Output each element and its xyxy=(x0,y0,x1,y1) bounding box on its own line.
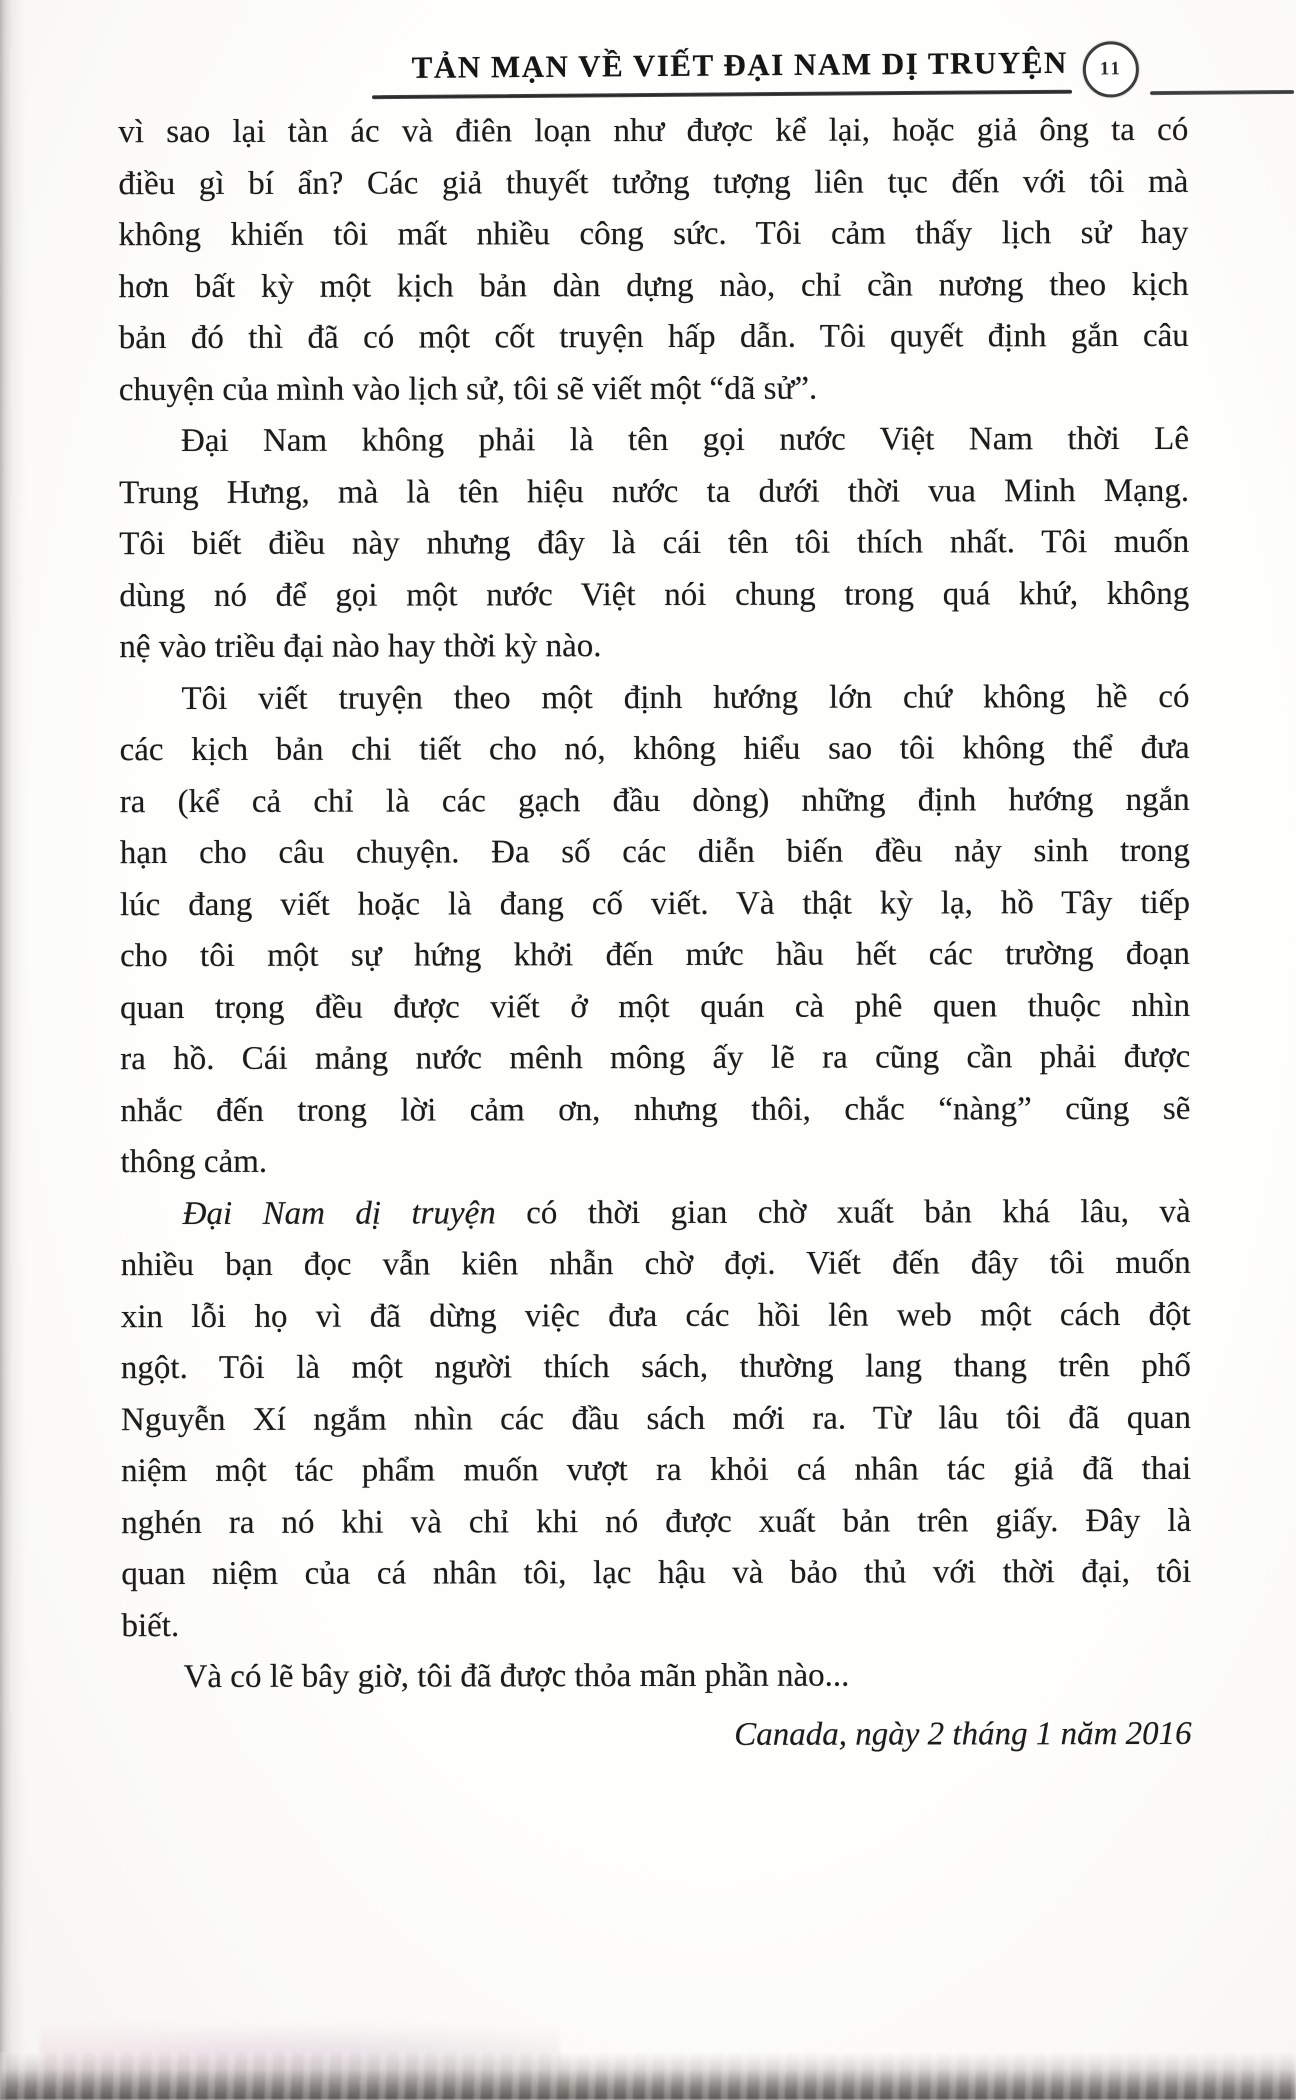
scan-bottom-smudge xyxy=(40,2012,560,2082)
text-line: Nguyễn Xí ngắm nhìn các đầu sách mới ra. Từ lâu tôi đã quan xyxy=(120,1399,1192,1438)
page-number: 11 xyxy=(1099,58,1122,80)
text-line: Đại Nam không phải là tên gọi nước Việt Nam thời Lê xyxy=(180,420,1190,459)
text-line: các kịch bản chi tiết cho nó, không hiểu sao tôi không thể đưa xyxy=(119,729,1190,769)
text-line: ra (kể cả chỉ là các gạch đầu dòng) những định hướng ngắn xyxy=(119,781,1190,820)
header-rule-right xyxy=(1150,90,1294,95)
text-line: ra hồ. Cái mảng nước mênh mông ấy lẽ ra cũng cần phải được xyxy=(120,1038,1191,1078)
text-line: thông cảm. xyxy=(120,1143,268,1181)
text-line: quan trọng đều được viết ở một quán cà phê quen thuộc nhìn xyxy=(120,987,1191,1026)
text-line: ngột. Tôi là một người thích sách, thường lang thang trên phố xyxy=(120,1347,1191,1387)
scan-left-edge-shadow xyxy=(0,0,26,2100)
page-number-badge xyxy=(1083,41,1139,97)
text-line: biết. xyxy=(121,1607,180,1644)
text-line: quan niệm của cá nhân tôi, lạc hậu và bảo thủ với thời đại, tôi xyxy=(121,1553,1192,1593)
paragraph xyxy=(121,1186,1192,1652)
text-line: Và có lẽ bây giờ, tôi đã được thỏa mãn phần nào... xyxy=(183,1657,850,1695)
text-line: hạn cho câu chuyện. Đa số các diễn biến đều nảy sinh trong xyxy=(119,832,1190,872)
text-line: nhiều bạn đọc vẫn kiên nhẫn chờ đợi. Viết đến đây tôi muốn xyxy=(120,1244,1191,1284)
text-line: nghén ra nó khi và chỉ khi nó được xuất bản trên giấy. Đây là xyxy=(121,1502,1192,1541)
text-line: điều gì bí ẩn? Các giả thuyết tưởng tượng liên tục đến với tôi mà xyxy=(118,163,1189,202)
running-head-title: TẢN MẠN VỀ VIẾT ĐẠI NAM DỊ TRUYỆN xyxy=(411,44,1068,85)
text-line: Tôi biết điều này nhưng đây là cái tên tôi thích nhất. Tôi muốn xyxy=(119,523,1190,563)
header-rule-left xyxy=(372,90,1072,99)
text-line: hơn bất kỳ một kịch bản dàn dựng nào, chỉ cần nương theo kịch xyxy=(118,266,1189,305)
paragraph xyxy=(122,1650,1192,1704)
body-text xyxy=(118,105,1191,1762)
text-line: dùng nó để gọi một nước Việt nói chung trong quá khứ, không xyxy=(119,575,1190,614)
text-line: niệm một tác phẩm muốn vượt ra khỏi cá nhân tác giả đã thai xyxy=(121,1450,1192,1490)
text-line: nhắc đến trong lời cảm ơn, nhưng thôi, chắc “nàng” cũng sẽ xyxy=(120,1090,1191,1129)
text-line: chuyện của mình vào lịch sử, tôi sẽ viết một “dã sử”. xyxy=(118,370,818,408)
scan-bottom-edge xyxy=(0,2052,1296,2100)
text-line: Trung Hưng, mà là tên hiệu nước ta dưới thời vua Minh Mạng. xyxy=(119,472,1190,511)
paragraph xyxy=(119,671,1190,1188)
signature-line: Canada, ngày 2 tháng 1 năm 2016 xyxy=(734,1715,1192,1753)
text-line: vì sao lại tàn ác và điên loạn như được kể lại, hoặc giả ông ta có xyxy=(118,111,1189,151)
text-line: lúc đang viết hoặc là đang cố viết. Và thật kỳ lạ, hồ Tây tiếp xyxy=(119,884,1190,923)
text-line: Tôi viết truyện theo một định hướng lớn chứ không hề có xyxy=(181,678,1190,717)
text-line: bản đó thì đã có một cốt truyện hấp dẫn. Tôi quyết định gắn câu xyxy=(118,317,1189,357)
text-line: không khiến tôi mất nhiều công sức. Tôi cảm thấy lịch sử hay xyxy=(118,214,1189,254)
paragraph xyxy=(118,105,1189,416)
text-line: nệ vào triều đại nào hay thời kỳ nào. xyxy=(119,628,602,666)
paragraph xyxy=(119,414,1190,674)
text-line: xin lỗi họ vì đã dừng việc đưa các hồi lên web một cách đột xyxy=(120,1296,1191,1335)
text-line: Đại Nam dị truyện có thời gian chờ xuất bản khá lâu, và xyxy=(182,1193,1191,1232)
text-line: cho tôi một sự hứng khởi đến mức hầu hết các trường đoạn xyxy=(120,935,1191,975)
